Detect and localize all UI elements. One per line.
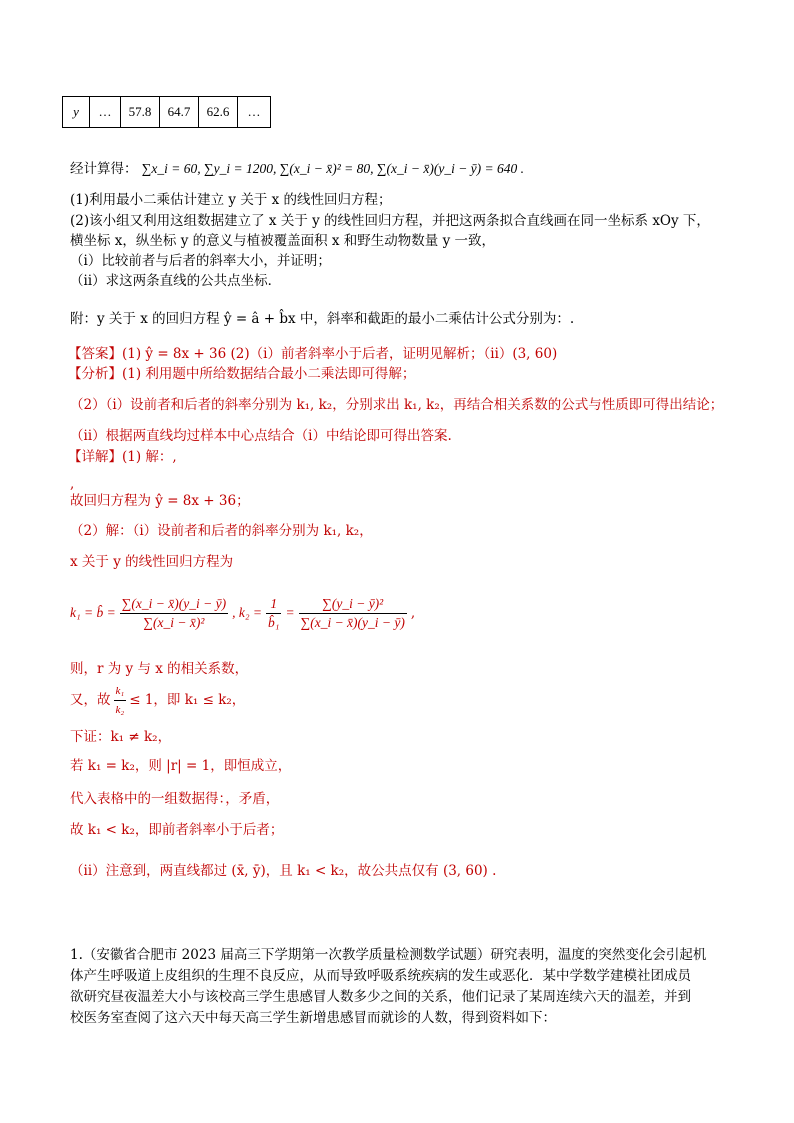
detail-3: 故回归方程为 ŷ = 8x + 36； — [70, 493, 250, 509]
analysis-tag: 【分析】 — [68, 366, 122, 382]
table-cell: y — [63, 97, 90, 128]
table-cell: 57.8 — [121, 97, 160, 128]
table-cell: 64.7 — [160, 97, 199, 128]
problem-1-line-3: 欲研究昼夜温差大小与该校高三学生患感冒人数多少之间的关系，他们记录了某周连续六天的温差，并到 — [70, 989, 691, 1005]
answer-text: (1) ŷ = 8x + 36 (2)（ⅰ）前者斜率小于后者，证明见解析；（ⅱ）(3, 60) — [122, 346, 558, 362]
k1-fraction: $\frac{\sum(x\_i - x̄)(y\_i - ȳ)}{\text{∑(x\_i − x̄)²}}$ — [121, 595, 227, 630]
table-cell: … — [90, 97, 121, 128]
question-1: (1)利用最小二乘估计建立 y 关于 x 的线性回归方程； — [70, 192, 392, 208]
detail-12: 故 k₁ < k₂，即前者斜率小于后者； — [70, 822, 284, 838]
k2-fraction: $\frac{\text{∑(y\_i − ȳ)²}}{\sum(x\_i - x̄)(y\_i - ȳ)}$ — [300, 595, 405, 630]
data-table — [62, 96, 271, 128]
detail-9: 下证：k₁ ≠ k₂， — [70, 729, 172, 745]
k-ratio-fraction: $\frac{\text{k₁}}{\text{k₂}}$ — [114, 682, 127, 719]
answer-line — [68, 345, 557, 363]
table-row — [63, 97, 271, 128]
problem-1-line-1: 1.（安徽省合肥市 2023 届高三下学期第一次教学质量检测数学试题）研究表明，温度的突然变化会引起机 — [70, 947, 707, 963]
k2-reciprocal: $\frac{1}{\text{b̂₁}}$ — [268, 595, 280, 630]
question-2-i: （ⅰ）比较前者与后者的斜率大小，并证明； — [70, 253, 331, 269]
detail-10: 若 k₁ = k₂，则 |r| = 1，即恒成立， — [70, 758, 292, 774]
table-cell: … — [238, 97, 271, 128]
answer-tag: 【答案】 — [68, 346, 122, 362]
detail-7: 则，r 为 y 与 x 的相关系数， — [70, 661, 249, 677]
question-2-a: (2)该小组又利用这组数据建立了 x 关于 y 的线性回归方程，并把这两条拟合直线画在同一坐标系 xOy 下， — [70, 213, 710, 229]
slope-formula: k₁ = b̂ = $\frac{\sum(x\_i - x̄)(y\_i - ȳ)}{\text{∑(x\_i − x̄)²}}$ , k₂ = $\frac{1}{\text{b̂₁}}$ = $\frac{\text{∑(y\_i − ȳ)²}}{\sum(x\_i - x̄)(y\_i - ȳ)}$ , — [70, 595, 416, 630]
analysis-3: （ⅱ）根据两直线均过样本中心点结合（ⅰ）中结论即可得出答案. — [70, 428, 452, 444]
detail-2: , — [70, 476, 75, 492]
problem-1-line-4: 校医务室查阅了这六天中每天高三学生新增患感冒而就诊的人数，得到资料如下： — [70, 1010, 556, 1026]
question-2-b: 横坐标 x，纵坐标 y 的意义与植被覆盖面积 x 和野生动物数量 y 一致， — [70, 233, 496, 249]
analysis-line: 【分析】(1) 利用题中所给数据结合最小二乘法即可得解； — [68, 366, 416, 382]
sums-formula: ∑x_i = 60, ∑y_i = 1200, ∑(x_i − x̄)² = 80, ∑(x_i − x̄)(y_i − ȳ) = 640 . — [141, 161, 525, 176]
detail-8: 又，故 $\frac{\text{k₁}}{\text{k₂}}$ ≤ 1，即 k₁ ≤ k₂， — [70, 682, 245, 718]
analysis-2: （2）（ⅰ）设前者和后者的斜率分别为 k₁, k₂，分别求出 k₁, k₂，再结合相关系数的公式与性质即可得出结论； — [70, 397, 724, 413]
detail-5: x 关于 y 的线性回归方程为 — [70, 554, 234, 570]
detail-4: （2）解：（ⅰ）设前者和后者的斜率分别为 k₁, k₂， — [70, 523, 373, 539]
appendix: 附：y 关于 x 的回归方程 ŷ = â + b̂x 中，斜率和截距的最小二乘估计公式分别为：. — [70, 311, 575, 327]
problem-1-line-2: 体产生呼吸道上皮组织的生理不良反应，从而导致呼吸系统疾病的发生或恶化．某中学数学建模社团成员 — [70, 968, 691, 984]
detail-13: （ⅱ）注意到，两直线都过 (x̄, ȳ)，且 k₁ < k₂，故公共点仅有 (3, 60) . — [70, 863, 497, 879]
question-2-ii: （ⅱ）求这两条直线的公共点坐标． — [70, 273, 282, 289]
detail-line: 【详解】(1) 解：, — [68, 449, 177, 465]
table-cell: 62.6 — [199, 97, 238, 128]
detail-11: 代入表格中的一组数据得：，矛盾， — [70, 791, 280, 807]
detail-tag: 【详解】 — [68, 449, 122, 465]
computed-sums: 经计算得： ∑x_i = 60, ∑y_i = 1200, ∑(x_i − x̄)² = 80, ∑(x_i − x̄)(y_i − ȳ) = 640 . — [70, 161, 525, 177]
